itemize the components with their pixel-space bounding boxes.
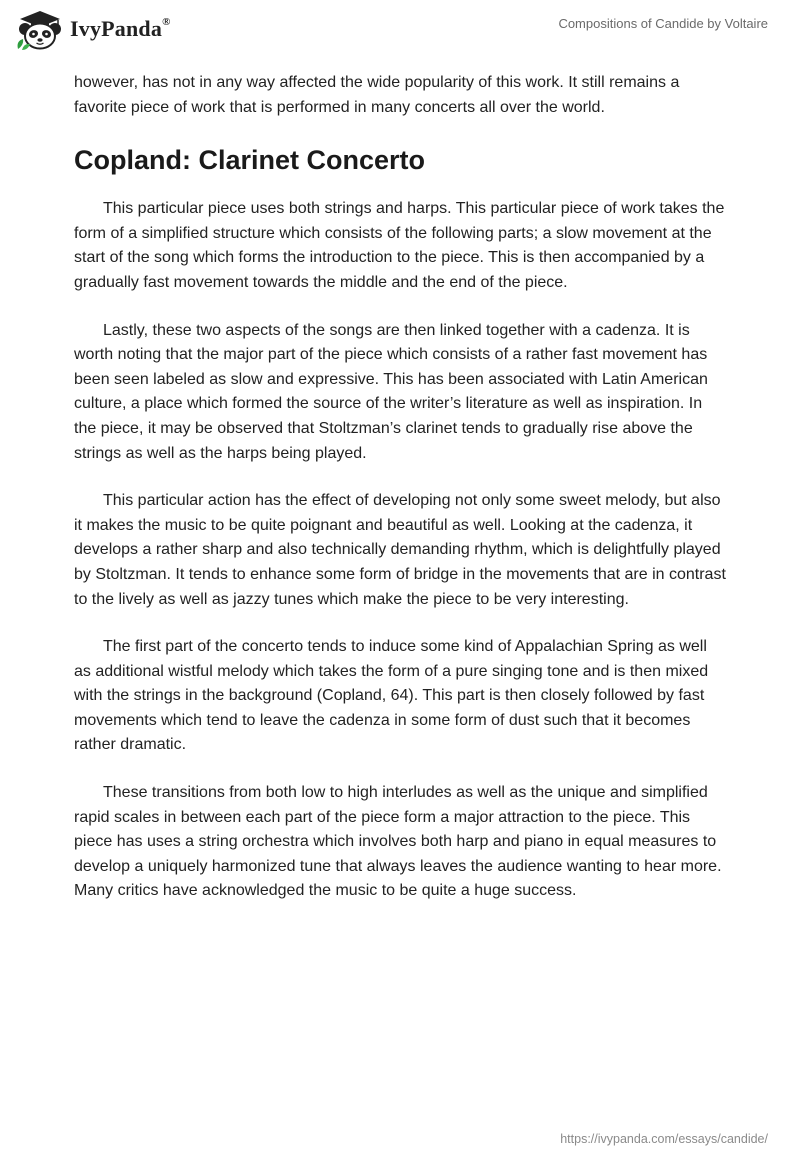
lead-paragraph: however, has not in any way affected the wide popularity of this work. It still remains a favorite piece of work that is performed in many concerts all over the world. — [74, 74, 680, 116]
paragraph: Lastly, these two aspects of the songs are then linked together with a cadenza. It is worth noting that the major part of the piece which consists of a rather fast movement has been seen labeled as slow and expressive. This has been associated with Latin American culture, a place which formed the source of the writer’s literature as well as inspiration. In the piece, it may be observed that Stoltzman’s clarinet tends to gradually rise above the strings as well as the harps being played. — [74, 321, 708, 462]
page-header — [0, 0, 800, 70]
document-title: Compositions of Candide by Voltaire — [558, 16, 768, 31]
essay-body — [74, 71, 726, 927]
section-heading: Copland: Clarinet Concerto — [74, 145, 426, 176]
paragraph: This particular action has the effect of developing not only some sweet melody, but also it makes the music to be quite poignant and beautiful as well. Looking at the cadenza, it develops a rather sharp and also technically demanding rhythm, which is delightfully played by Stoltzman. It tends to enhance some form of bridge in the movements that are in contrast to the lively as well as jazzy tunes which make the piece to be very interesting. — [74, 492, 726, 608]
paragraph: The first part of the concerto tends to induce some kind of Appalachian Spring as well as additional wistful melody which takes the form of a pure singing tone and is then mixed with the strings in the background (Copland, 64). This part is then closely followed by fast movements which tend to leave the cadenza in some form of dust such that it becomes rather dramatic. — [74, 638, 709, 754]
paragraph: These transitions from both low to high interludes as well as the unique and simplified rapid scales in between each part of the piece form a major attraction to the piece. This piece has uses a string orchestra which involves both harp and piano in equal measures to develop a uniquely harmonized tune that always leaves the audience wanting to hear more. Many critics have acknowledged the music to be quite a huge success. — [74, 784, 722, 900]
logo-wordmark: IvyPanda® — [70, 15, 171, 41]
panda-icon — [14, 9, 64, 51]
ivypanda-logo[interactable] — [14, 9, 171, 51]
source-url[interactable]: https://ivypanda.com/essays/candide/ — [560, 1132, 768, 1146]
paragraph: This particular piece uses both strings and harps. This particular piece of work takes the form of a simplified structure which consists of the following parts; a slow movement at the start of the song which forms the introduction to the piece. This is then accompanied by a gradually fast movement towards the middle and the end of the piece. — [74, 200, 725, 291]
